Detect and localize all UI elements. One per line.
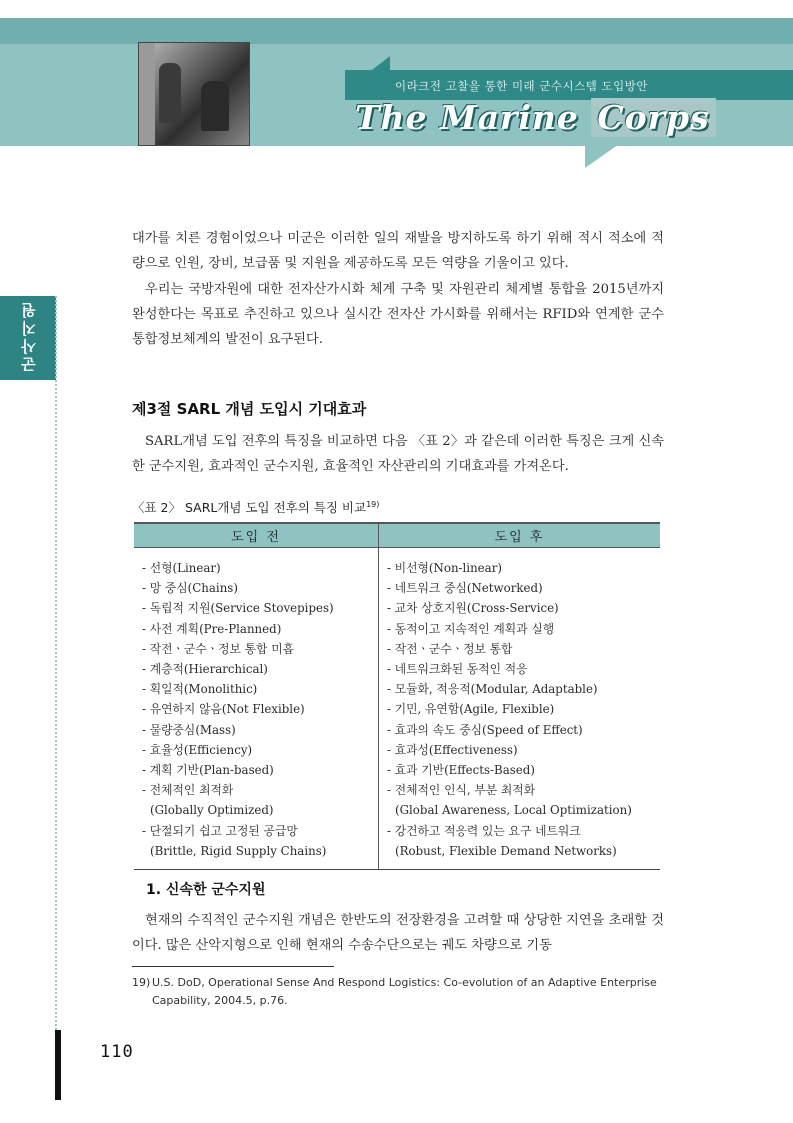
- table-caption-text: 〈표 2〉 SARL개념 도입 전후의 특징 비교: [132, 500, 367, 515]
- footnote-line: Capability, 2004.5, p.76.: [152, 994, 288, 1007]
- footnote: [132, 974, 664, 1010]
- table-item: - 강건하고 적응력 있는 요구 네트워크: [387, 823, 581, 838]
- table-item: - 획일적(Monolithic): [142, 682, 258, 697]
- paragraph: 대가를 치른 경험이었으나 미군은 이러한 일의 재발을 방지하도록 하기 위해 적시 적소에 적량으로 인원, 장비, 보급품 및 지원을 제공하도록 모든 역량을 기울이고 있다.: [132, 231, 664, 272]
- body-text-top: [132, 226, 664, 352]
- table-item: - 기민, 유연함(Agile, Flexible): [387, 702, 555, 717]
- footnote-number: 19): [132, 976, 151, 989]
- page-number: 110: [100, 1042, 134, 1062]
- table-item: (Globally Optimized): [150, 803, 274, 818]
- table-item: (Robust, Flexible Demand Networks): [395, 843, 617, 858]
- table-item: (Global Awareness, Local Optimization): [395, 803, 632, 818]
- title-main: The Marine: [355, 98, 592, 137]
- table-item: - 전체적인 최적화: [142, 783, 234, 798]
- title-accent: Corps: [591, 98, 715, 137]
- table-item: - 작전ㆍ군수ㆍ정보 통합: [387, 641, 513, 656]
- running-header-subtitle: 이라크전 고찰을 통한 미래 군수시스템 도입방안: [395, 79, 648, 93]
- before-cell: [134, 548, 379, 870]
- section-heading: 제3절 SARL 개념 도입시 기대효과: [132, 400, 367, 418]
- header-band-top: [0, 18, 793, 44]
- table-caption: [132, 498, 379, 516]
- table-item: - 계층적(Hierarchical): [142, 662, 268, 677]
- table-item: - 망 중심(Chains): [142, 581, 238, 596]
- table-item: - 계획 기반(Plan-based): [142, 763, 274, 778]
- footnote-rule: [132, 966, 334, 967]
- table-item: - 네트워크화된 동적인 적응: [387, 662, 528, 677]
- table-item: - 동적이고 지속적인 계획과 실행: [387, 621, 555, 636]
- table-item: - 교차 상호지원(Cross-Service): [387, 601, 559, 616]
- table-item: - 모듈화, 적응적(Modular, Adaptable): [387, 682, 598, 697]
- page-number-bar: [55, 1030, 61, 1100]
- table-item: - 효과의 속도 중심(Speed of Effect): [387, 722, 583, 737]
- table-item: - 작전ㆍ군수ㆍ정보 통합 미흡: [142, 641, 294, 656]
- table-item: - 선형(Linear): [142, 561, 221, 575]
- footnote-ref: 19): [366, 499, 380, 509]
- table-item: - 물량중심(Mass): [142, 722, 236, 737]
- table-item: (Brittle, Rigid Supply Chains): [150, 843, 327, 858]
- photo-wall-shape: [139, 43, 155, 145]
- comparison-table: [134, 522, 660, 870]
- table-item: - 효율성(Efficiency): [142, 742, 253, 757]
- table-item: - 유연하지 않음(Not Flexible): [142, 702, 305, 717]
- photo-soldier-figure: [159, 63, 181, 123]
- paragraph: SARL개념 도입 전후의 특징을 비교하면 다음 〈표 2〉과 같은데 이러한 특징은 크게 신속한 군수지원, 효과적인 군수지원, 효율적인 자산관리의 기대효과를 가져온다.: [132, 434, 664, 475]
- column-header-after: 도입 후: [379, 523, 661, 548]
- table-item: - 효과 기반(Effects-Based): [387, 763, 535, 778]
- margin-dotted-rule: [55, 296, 57, 1046]
- table-item: - 전체적인 인식, 부분 최적화: [387, 783, 536, 798]
- paragraph: 우리는 국방자원에 대한 전자산가시화 체계 구축 및 자원관리 체계별 통합을 2015년까지 완성한다는 목표로 추진하고 있으나 실시간 전자산 가시화를 위해서는 RFID와 연계한 군수통합정보체계의 발전이 요구된다.: [132, 281, 664, 348]
- chapter-tab-label: 군사지원: [20, 300, 38, 372]
- table-item: - 네트워크 중심(Networked): [387, 581, 543, 596]
- running-header-title: [355, 98, 716, 137]
- before-list: [142, 558, 370, 861]
- section-intro: [132, 429, 664, 480]
- after-cell: [379, 548, 661, 870]
- after-list: [387, 558, 652, 861]
- paragraph: 현재의 수직적인 군수지원 개념은 한반도의 전장환경을 고려할 때 상당한 지연을 초래할 것이다. 많은 산악지형으로 인해 현재의 수송수단으로는 궤도 차량으로 기동: [132, 913, 664, 954]
- table-item: - 독립적 지원(Service Stovepipes): [142, 601, 334, 616]
- footnote-line: U.S. DoD, Operational Sense And Respond Logistics: Co-evolution of an Adaptive Enterprise: [152, 976, 657, 989]
- table-item: - 단절되기 쉽고 고정된 공급망: [142, 823, 298, 838]
- marines-photo: [138, 42, 250, 146]
- table-item: - 비선형(Non-linear): [387, 561, 502, 575]
- photo-soldier-figure: [201, 81, 229, 131]
- subsection-body: [132, 908, 664, 959]
- ribbon-tip-decoration: [372, 56, 390, 70]
- column-header-before: 도입 전: [134, 523, 379, 548]
- table-item: - 사전 계획(Pre-Planned): [142, 621, 282, 636]
- subsection-heading: 1. 신속한 군수지원: [146, 882, 266, 898]
- table-item: - 효과성(Effectiveness): [387, 742, 518, 757]
